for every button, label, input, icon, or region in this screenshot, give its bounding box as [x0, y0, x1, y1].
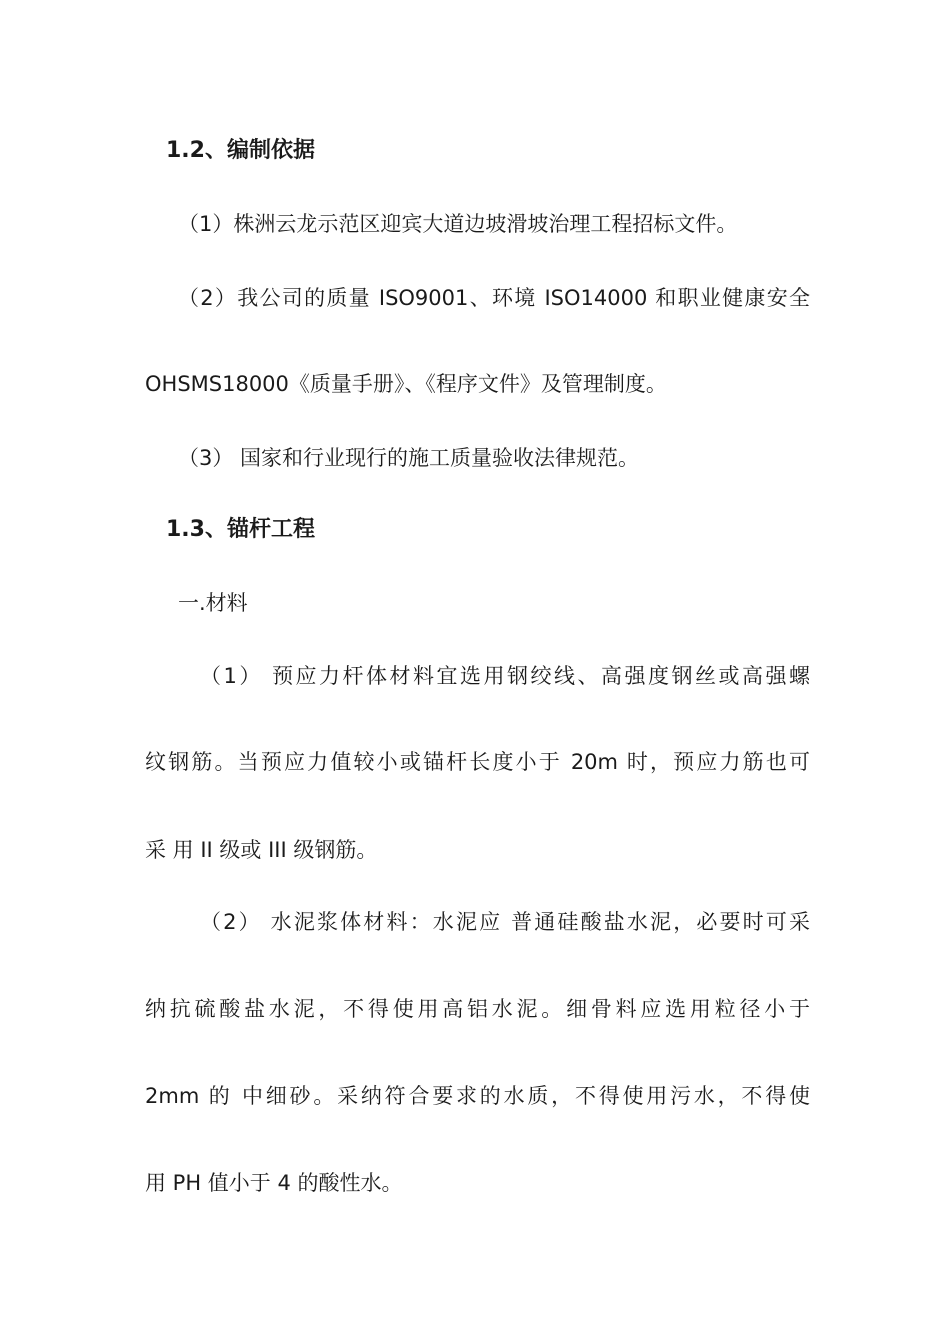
paragraph-line: （1） 预应力杆体材料宜选用钢绞线、高强度钢丝或高强螺: [200, 664, 810, 688]
paragraph-line: 纹钢筋。当预应力值较小或锚杆长度小于 20m 时，预应力筋也可: [145, 750, 810, 774]
subheading-materials: 一.材料: [178, 591, 248, 615]
paragraph-line: （2）我公司的质量 ISO9001、环境 ISO14000 和职业健康安全: [178, 286, 810, 310]
paragraph-line: 采 用 II 级或 III 级钢筋。: [145, 838, 378, 862]
paragraph-line: 2mm 的 中细砂。采纳符合要求的水质，不得使用污水，不得使: [145, 1084, 810, 1108]
paragraph-line: （1）株洲云龙示范区迎宾大道边坡滑坡治理工程招标文件。: [178, 212, 738, 236]
paragraph-line: OHSMS18000《质量手册》、《程序文件》及管理制度。: [145, 372, 667, 396]
section-heading-anchor: 1.3、锚杆工程: [166, 517, 315, 542]
paragraph-line: （2） 水泥浆体材料：水泥应 普通硅酸盐水泥，必要时可采: [200, 910, 810, 934]
paragraph-line: （3） 国家和行业现行的施工质量验收法律规范。: [178, 446, 640, 470]
paragraph-line: 纳抗硫酸盐水泥，不得使用高铝水泥。细骨料应选用粒径小于: [145, 997, 810, 1021]
paragraph-line: 用 PH 值小于 4 的酸性水。: [145, 1171, 403, 1195]
section-heading-basis: 1.2、编制依据: [166, 138, 315, 163]
